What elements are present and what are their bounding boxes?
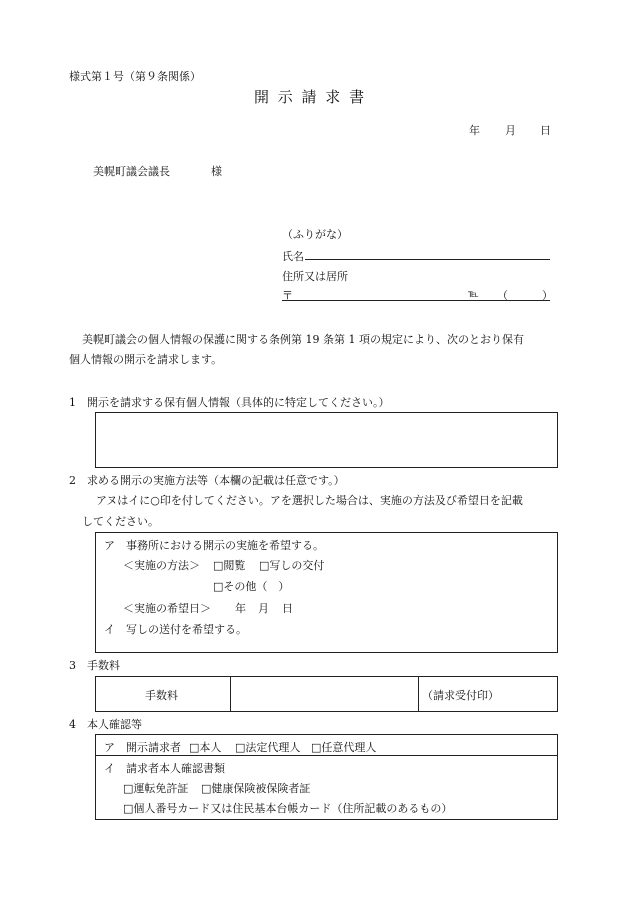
stamp-label: （請求受付印） — [422, 689, 499, 702]
section4-heading: 4 本人確認等 — [69, 718, 142, 731]
intro-line-1: 美幌町議会の個人情報の保護に関する条例第 19 条第 1 項の規定により、次のとおり保有 — [82, 333, 524, 346]
section2-note-2: してください。 — [82, 515, 159, 528]
voluntary-agent-checkbox[interactable]: □任意代理人 — [311, 741, 377, 754]
desired-date-year: 年 — [235, 602, 246, 615]
section3-heading: 3 手数料 — [69, 659, 120, 672]
tel-label: ℡ — [468, 289, 479, 300]
date-month: 月 — [505, 124, 516, 137]
date-day: 日 — [540, 124, 551, 137]
address-label: 住所又は居所 — [282, 270, 348, 283]
method-other-checkbox[interactable]: □その他（ ） — [213, 580, 290, 593]
requester-type-label: ア 開示請求者 — [104, 741, 181, 754]
option-a-label[interactable]: ア 事務所における開示の実施を希望する。 — [104, 539, 324, 552]
section2-note-1: アヌはイに○印を付してください。アを選択した場合は、実施の方法及び希望日を記載 — [96, 494, 523, 507]
fee-divider-2 — [418, 676, 419, 712]
section2-heading: 2 求める開示の実施方法等（本欄の記載は任意です。） — [69, 474, 345, 487]
addressee-name: 美幌町議会議長 — [93, 165, 170, 178]
intro-line-2: 個人情報の開示を請求します。 — [69, 353, 223, 366]
legal-agent-checkbox[interactable]: □法定代理人 — [235, 741, 301, 754]
address-field[interactable] — [282, 300, 550, 301]
fee-label: 手数料 — [145, 689, 178, 702]
id-docs-label: イ 請求者本人確認書類 — [104, 762, 225, 775]
info-input-box[interactable] — [95, 412, 558, 468]
self-checkbox[interactable]: □本人 — [189, 741, 222, 754]
addressee-honorific: 様 — [211, 165, 222, 178]
date-year: 年 — [469, 124, 480, 137]
furigana-label: （ふりがな） — [282, 228, 348, 241]
method-view-checkbox[interactable]: □閲覧 — [213, 559, 246, 572]
mynumber-checkbox[interactable]: □個人番号カード又は住民基本台帳カード（住所記載のあるもの） — [123, 802, 453, 815]
method-copy-checkbox[interactable]: □写しの交付 — [259, 559, 325, 572]
desired-date-month: 月 — [258, 602, 269, 615]
page-title: 開 示 請 求 書 — [254, 88, 367, 106]
form-number: 様式第１号（第９条関係） — [69, 70, 201, 83]
postal-mark: 〒 — [282, 289, 293, 302]
desired-date-day: 日 — [282, 602, 293, 615]
method-label: ＜実施の方法＞ — [123, 559, 200, 572]
name-label: 氏名 — [282, 250, 304, 263]
license-checkbox[interactable]: □運転免許証 — [123, 782, 189, 795]
desired-date-label: ＜実施の希望日＞ — [123, 602, 211, 615]
section1-heading: 1 開示を請求する保有個人情報（具体的に特定してください。） — [69, 396, 390, 409]
insurance-checkbox[interactable]: □健康保険被保険者証 — [201, 782, 311, 795]
name-field[interactable] — [305, 259, 550, 260]
tel-paren: （ ） — [497, 289, 557, 302]
fee-divider-1 — [230, 676, 231, 712]
option-i-label[interactable]: イ 写しの送付を希望する。 — [104, 623, 247, 636]
identity-divider — [95, 755, 558, 756]
